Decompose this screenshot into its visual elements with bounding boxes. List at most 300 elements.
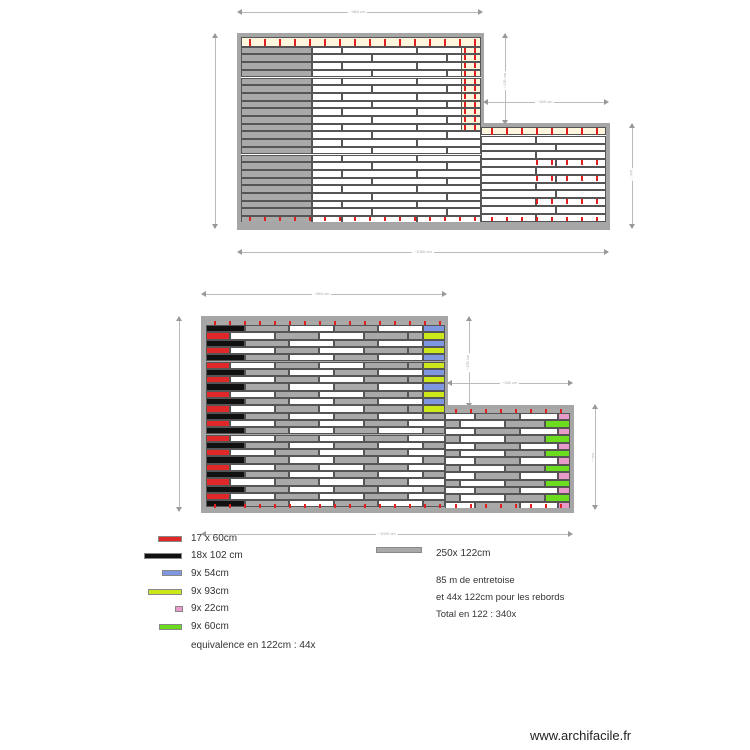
joist-marker	[566, 199, 568, 204]
white-board	[520, 413, 558, 420]
red-board	[206, 449, 230, 456]
white-board	[342, 108, 417, 116]
joist-marker	[596, 160, 598, 165]
white-board	[230, 420, 275, 427]
white-board	[312, 101, 372, 109]
joist-marker	[455, 504, 457, 508]
green-board	[545, 435, 570, 442]
joist-marker	[491, 217, 493, 221]
dimension-label-step-height: ~135 cm	[465, 354, 471, 371]
white-board	[372, 178, 447, 186]
grey-board	[245, 442, 289, 449]
board-row	[241, 78, 481, 86]
board-row	[206, 347, 445, 354]
grey-board	[334, 398, 378, 405]
joist-marker	[354, 217, 356, 221]
pink-board	[558, 457, 570, 464]
joist-marker	[470, 504, 472, 508]
white-board	[378, 340, 423, 347]
joist-marker	[289, 504, 291, 508]
board-row	[206, 383, 445, 390]
joist-marker	[464, 63, 466, 68]
joist-marker	[596, 199, 598, 204]
board-row	[481, 144, 606, 152]
red-board	[206, 362, 230, 369]
board-row	[206, 398, 445, 405]
note-entretoise: 85 m de entretoise	[436, 575, 515, 586]
white-board	[372, 54, 447, 62]
board-row	[206, 493, 445, 500]
white-board	[408, 420, 445, 427]
white-board	[460, 494, 505, 501]
black-board	[206, 427, 245, 434]
white-board	[481, 175, 556, 183]
board-row	[241, 101, 481, 109]
board-row	[241, 139, 481, 147]
grey-board	[334, 340, 378, 347]
grey-board	[241, 170, 312, 178]
joist-marker	[500, 504, 502, 508]
board-row	[445, 420, 570, 427]
white-board	[417, 155, 481, 163]
white-board	[319, 464, 364, 471]
joist-marker	[515, 504, 517, 508]
joist-marker	[464, 102, 466, 107]
white-board	[319, 435, 364, 442]
black-board	[206, 383, 245, 390]
board-row	[206, 362, 445, 369]
blue-board	[423, 398, 445, 405]
yellow-board	[423, 362, 445, 369]
red-board	[206, 435, 230, 442]
grey-board	[245, 456, 289, 463]
white-board	[556, 144, 606, 152]
yellow-board	[423, 376, 445, 383]
grey-board	[505, 480, 545, 487]
blue-board	[423, 354, 445, 361]
pink-board	[558, 472, 570, 479]
joist-marker	[464, 79, 466, 84]
joist-marker	[474, 71, 476, 76]
white-board	[520, 487, 558, 494]
grey-board	[245, 369, 289, 376]
joist-marker	[581, 128, 583, 135]
legend-swatch-yellow	[148, 589, 182, 595]
board-row	[241, 116, 481, 124]
board-row	[206, 442, 445, 449]
white-board	[342, 47, 417, 55]
board-row	[445, 487, 570, 494]
white-board	[289, 369, 334, 376]
white-board	[372, 208, 447, 216]
joist-marker	[474, 86, 476, 91]
board-row	[206, 456, 445, 463]
grey-board	[334, 413, 378, 420]
board-row	[481, 175, 606, 183]
board-row	[241, 62, 481, 70]
grey-board	[245, 427, 289, 434]
white-board	[312, 139, 342, 147]
grey-board	[241, 70, 312, 78]
white-board	[289, 500, 334, 507]
joist-marker	[566, 217, 568, 221]
legend-swatch-pink	[175, 606, 183, 612]
joist-marker	[551, 217, 553, 221]
joist-marker	[279, 39, 281, 46]
dimension-label-bottom-width: ~1000 cm	[378, 531, 396, 536]
grey-board	[445, 465, 460, 472]
white-board	[447, 193, 481, 201]
grey-board	[275, 493, 319, 500]
joist-marker	[474, 48, 476, 53]
joist-marker	[581, 160, 583, 165]
white-board	[481, 198, 536, 206]
white-board	[342, 93, 417, 101]
grey-board	[241, 108, 312, 116]
joist-marker	[536, 128, 538, 135]
joist-marker	[459, 39, 461, 46]
white-board	[408, 493, 445, 500]
white-board	[342, 78, 417, 86]
white-board	[536, 136, 606, 144]
grey-board	[245, 340, 289, 347]
white-board	[520, 502, 558, 508]
white-board	[312, 193, 372, 201]
white-board	[460, 435, 505, 442]
legend-label-red: 17 x 60cm	[191, 533, 238, 544]
white-board	[378, 442, 423, 449]
white-board	[447, 208, 481, 216]
green-board	[545, 420, 570, 427]
joist-marker	[474, 55, 476, 60]
white-board	[312, 178, 372, 186]
grey-board	[334, 325, 378, 332]
joist-marker	[274, 504, 276, 508]
white-board	[230, 449, 275, 456]
white-board	[312, 185, 342, 193]
board-row	[241, 93, 481, 101]
black-board	[206, 442, 245, 449]
board-row	[241, 131, 481, 139]
white-board	[289, 413, 334, 420]
grey-board	[334, 500, 378, 507]
grey-board	[364, 420, 408, 427]
white-board	[319, 449, 364, 456]
grey-board	[275, 347, 319, 354]
white-board	[481, 190, 556, 198]
board-row	[241, 47, 481, 55]
grey-board	[241, 208, 312, 216]
grey-board	[423, 486, 445, 493]
white-board	[342, 62, 417, 70]
joist-marker	[264, 217, 266, 221]
joist-marker	[521, 217, 523, 221]
green-board	[545, 480, 570, 487]
joist-marker	[474, 79, 476, 84]
board-row	[481, 206, 606, 214]
white-board	[312, 170, 342, 178]
grey-board	[245, 500, 289, 507]
deck-area-right	[445, 409, 570, 508]
white-board	[312, 124, 342, 132]
joist-marker	[551, 176, 553, 181]
joist-marker	[474, 102, 476, 107]
board-row	[241, 70, 481, 78]
grey-board	[364, 376, 408, 383]
grey-board	[241, 185, 312, 193]
white-board	[556, 190, 606, 198]
white-board	[536, 167, 606, 175]
grey-board	[445, 435, 460, 442]
pink-board	[558, 487, 570, 494]
board-row	[445, 502, 570, 508]
grey-board	[505, 465, 545, 472]
dimension-label-top-width: ~864 cm	[314, 291, 330, 296]
white-board	[445, 428, 475, 435]
white-board	[289, 354, 334, 361]
grey-board	[364, 391, 408, 398]
grey-board	[475, 472, 520, 479]
board-row	[206, 325, 445, 332]
white-board	[481, 183, 536, 191]
joist-marker	[349, 504, 351, 508]
grey-board	[275, 464, 319, 471]
grey-board	[423, 471, 445, 478]
grey-board	[408, 362, 423, 369]
black-board	[206, 340, 245, 347]
white-board	[378, 427, 423, 434]
grey-board	[475, 457, 520, 464]
grey-board	[423, 500, 445, 507]
joist-marker	[536, 199, 538, 204]
joist-marker	[429, 217, 431, 221]
white-board	[520, 457, 558, 464]
deck-area-left	[206, 321, 445, 508]
joist-marker	[474, 109, 476, 114]
legend-label-grey: 250x 122cm	[436, 548, 491, 559]
red-board	[206, 332, 230, 339]
board-row	[206, 464, 445, 471]
white-board	[447, 178, 481, 186]
white-board	[445, 487, 475, 494]
joist-marker	[384, 217, 386, 221]
rim-strip	[481, 127, 606, 135]
white-board	[289, 340, 334, 347]
joist-marker	[384, 39, 386, 46]
white-board	[230, 478, 275, 485]
grey-board	[241, 201, 312, 209]
joist-marker	[424, 504, 426, 508]
yellow-board	[423, 405, 445, 412]
grey-board	[364, 362, 408, 369]
legend-swatch-grey	[376, 547, 422, 553]
black-board	[206, 486, 245, 493]
white-board	[460, 465, 505, 472]
blue-board	[423, 383, 445, 390]
legend-label-black: 18x 102 cm	[191, 550, 243, 561]
joist-marker	[309, 39, 311, 46]
note-rebords: et 44x 122cm pour les rebords	[436, 592, 565, 603]
white-board	[378, 471, 423, 478]
legend-swatch-black	[144, 553, 182, 559]
green-board	[545, 450, 570, 457]
white-board	[378, 398, 423, 405]
joist-marker	[229, 504, 231, 508]
white-board	[312, 131, 372, 139]
joist-marker	[394, 504, 396, 508]
red-board	[206, 391, 230, 398]
grey-board	[241, 62, 312, 70]
green-board	[545, 494, 570, 501]
pink-board	[558, 443, 570, 450]
black-board	[206, 354, 245, 361]
board-row	[481, 159, 606, 167]
board-row	[445, 443, 570, 450]
joist-marker	[474, 63, 476, 68]
board-row	[241, 208, 481, 216]
grey-board	[241, 93, 312, 101]
joist-marker	[309, 217, 311, 221]
white-board	[445, 413, 475, 420]
white-board	[408, 449, 445, 456]
white-board	[312, 116, 372, 124]
grey-board	[275, 420, 319, 427]
board-row	[445, 480, 570, 487]
grey-board	[241, 131, 312, 139]
dimension-label-step-width: ~340 cm	[502, 380, 518, 385]
grey-board	[245, 471, 289, 478]
red-board	[206, 478, 230, 485]
board-row	[481, 167, 606, 175]
white-board	[481, 159, 556, 167]
grey-board	[445, 480, 460, 487]
white-board	[230, 376, 275, 383]
black-board	[206, 398, 245, 405]
joist-marker	[279, 217, 281, 221]
white-board	[378, 354, 423, 361]
joist-marker	[581, 176, 583, 181]
joist-marker	[294, 39, 296, 46]
white-board	[536, 183, 606, 191]
white-board	[289, 325, 334, 332]
grey-board	[445, 450, 460, 457]
grey-board	[241, 178, 312, 186]
joist-marker	[294, 217, 296, 221]
joist-marker	[339, 217, 341, 221]
white-board	[230, 362, 275, 369]
white-board	[230, 405, 275, 412]
grey-board	[364, 478, 408, 485]
white-board	[556, 206, 606, 214]
joist-marker	[399, 39, 401, 46]
joist-marker	[244, 504, 246, 508]
white-board	[312, 208, 372, 216]
grey-board	[241, 162, 312, 170]
white-board	[481, 214, 536, 222]
white-board	[408, 464, 445, 471]
white-board	[447, 147, 481, 155]
legend-swatch-green	[159, 624, 182, 630]
grey-board	[408, 332, 423, 339]
white-board	[312, 201, 342, 209]
white-board	[481, 167, 536, 175]
white-board	[445, 472, 475, 479]
board-row	[445, 494, 570, 501]
joist-marker	[566, 176, 568, 181]
joist-marker	[399, 217, 401, 221]
red-board	[206, 405, 230, 412]
board-row	[206, 369, 445, 376]
legend-label-green: 9x 60cm	[191, 621, 229, 632]
joist-marker	[474, 125, 476, 130]
board-row	[206, 405, 445, 412]
white-board	[378, 383, 423, 390]
legend-swatch-red	[158, 536, 182, 542]
grey-board	[334, 471, 378, 478]
board-row	[241, 185, 481, 193]
legend-equivalence: equivalence en 122cm : 44x	[191, 640, 316, 651]
board-row	[241, 85, 481, 93]
joist-marker	[464, 71, 466, 76]
joist-marker	[536, 217, 538, 221]
joist-marker	[414, 217, 416, 221]
joist-marker	[364, 504, 366, 508]
watermark: www.archifacile.fr	[530, 728, 632, 743]
grey-board	[423, 427, 445, 434]
joist-marker	[485, 504, 487, 508]
white-board	[460, 480, 505, 487]
dimension-label-top-width: ~864 cm	[350, 9, 366, 14]
joist-marker	[264, 39, 266, 46]
joist-marker	[506, 217, 508, 221]
pink-board	[558, 428, 570, 435]
grey-board	[275, 391, 319, 398]
grey-board	[245, 383, 289, 390]
joist-marker	[464, 117, 466, 122]
grey-board	[475, 443, 520, 450]
joist-marker	[566, 128, 568, 135]
grey-board	[241, 124, 312, 132]
white-board	[319, 332, 364, 339]
grey-board	[241, 78, 312, 86]
white-board	[312, 162, 372, 170]
grey-board	[245, 486, 289, 493]
white-board	[481, 151, 536, 159]
joist-marker	[459, 217, 461, 221]
joist-marker	[444, 217, 446, 221]
white-board	[372, 101, 447, 109]
blue-board	[423, 369, 445, 376]
joist-marker	[566, 160, 568, 165]
white-board	[319, 376, 364, 383]
grey-board	[241, 101, 312, 109]
grey-board	[475, 428, 520, 435]
board-row	[481, 136, 606, 144]
white-board	[417, 185, 481, 193]
grey-board	[241, 147, 312, 155]
board-row	[206, 427, 445, 434]
grey-board	[423, 413, 445, 420]
white-board	[312, 54, 372, 62]
dimension-label-step-height: ~135 cm	[502, 72, 508, 89]
deck-area-right	[481, 127, 606, 222]
legend-label-pink: 9x 22cm	[191, 603, 229, 614]
board-row	[206, 478, 445, 485]
white-board	[312, 47, 342, 55]
joist-marker	[429, 39, 431, 46]
white-board	[312, 78, 342, 86]
black-board	[206, 325, 245, 332]
